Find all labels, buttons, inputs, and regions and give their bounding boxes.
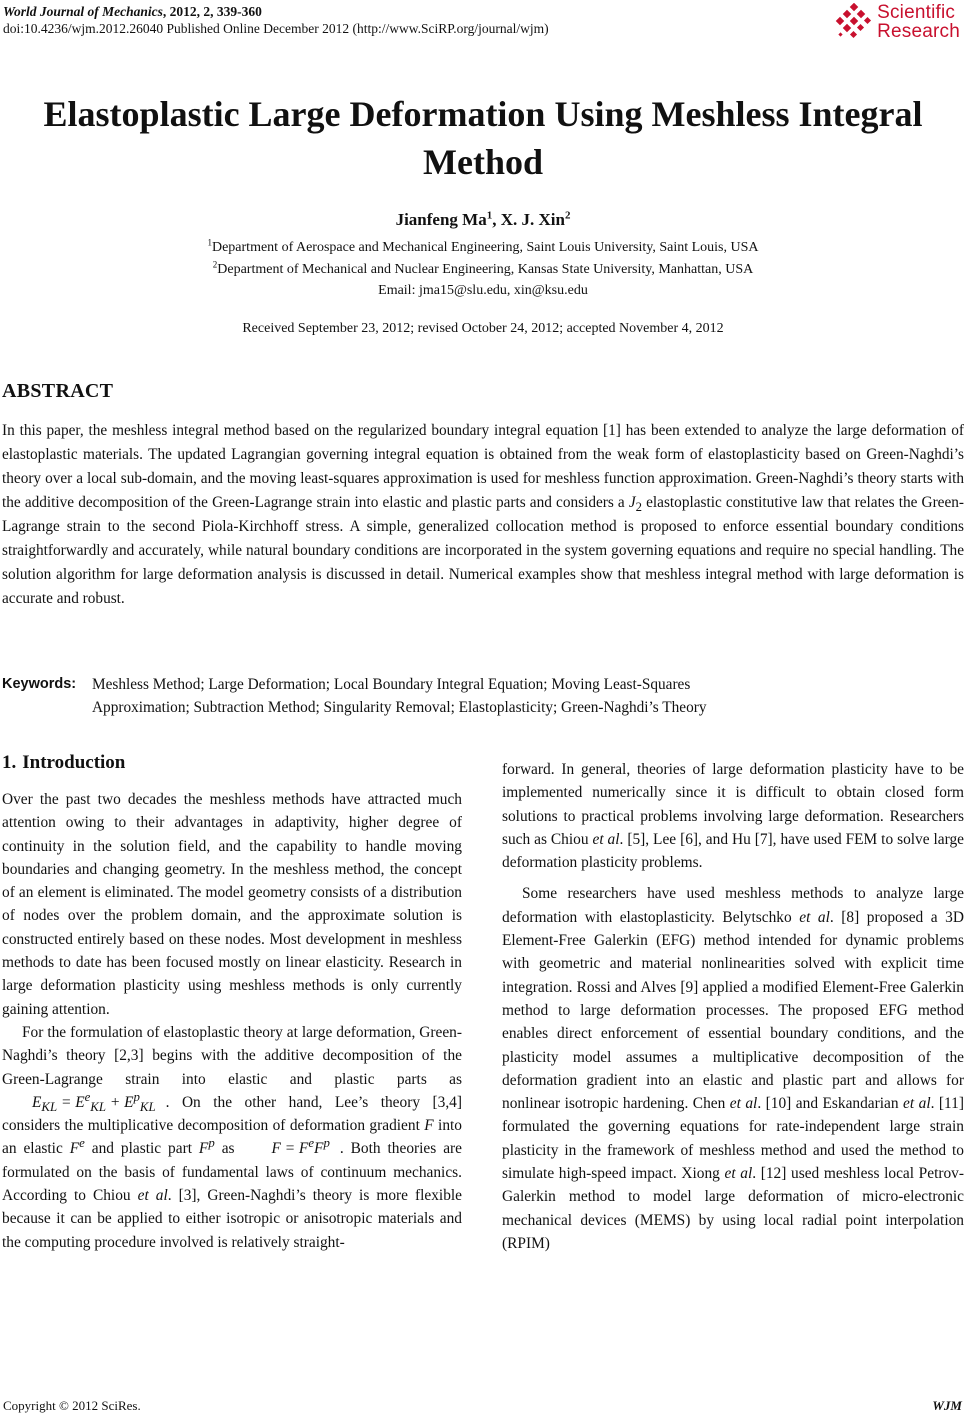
received-dates: Received September 23, 2012; revised October 24, 2012; accepted November 4, 2012 (242, 321, 724, 336)
citation-etal: et al (592, 830, 620, 848)
affiliation (0, 237, 966, 256)
math-symbol: J (628, 494, 636, 511)
section-number: 1. (2, 752, 17, 773)
journal-header (3, 3, 549, 37)
scirp-logo-icon (835, 3, 873, 41)
paragraph-text: . [12] used meshless local Petrov-Galerkin method to model large deformation of micro-electronic mechanical devices (MEMS) by using local radial point interpolation (RPIM) (502, 1165, 964, 1252)
paragraph-text: . [3], Green-Naghdi’s theory is more flexible because it can be applied to either isotropic or anisotropic materials and the computing procedure involved is relatively straight- (2, 1187, 462, 1251)
equation-inline: $E_{KL} = E^e_{KL} + E^p_{KL}$ (32, 1089, 156, 1114)
author-list (0, 210, 966, 230)
section-title: Introduction (22, 752, 126, 773)
doi-line: doi:10.4236/wjm.2012.26040 Published Online December 2012 (http://www.SciRP.org/journal/wjm) (3, 21, 549, 36)
keywords-line: Meshless Method; Large Deformation; Local Boundary Integral Equation; Moving Least-Squares (92, 676, 691, 693)
paragraph-text: . [11] formulated the governing equations for rate-independent large strain plasticity in the framework of meshless method and used the method to simulate high-speed impact. Xiong (502, 1095, 965, 1183)
math-symbol: F (424, 1117, 434, 1135)
equation-inline: $F = F^eF^p$ (271, 1136, 330, 1158)
affiliation-marker: 1 (207, 237, 212, 248)
paragraph-text: . [5], Lee [6], and Hu [7], have used FEM to solve large deformation plasticity problems. (502, 830, 965, 872)
math-symbol: $F^p$ (198, 1136, 215, 1158)
body-column-left (2, 788, 462, 1254)
section-heading (2, 752, 125, 774)
citation-etal: et al (903, 1095, 931, 1113)
paragraph-text: . On the other hand, Lee’s theory [3,4] considers the multiplicative decomposition of deformation gradient (2, 1093, 462, 1135)
author-name: Jianfeng Ma (395, 210, 487, 229)
paragraph-text: forward. In general, theories of large deformation plasticity have to be implemented numerically since it is difficult to obtain closed form solutions to practical problems involving large deformation. Researchers such as Chiou (502, 761, 964, 848)
abstract-text-part: elastoplastic constitutive law that relates the Green-Lagrange strain to the second Piola-Kirchhoff stress. A simple, generalized collocation method is proposed to enforce essential boundary conditions straightforwardly and accurately, while natural boundary conditions are incorporated in the system governing equations and require no special handling. The solution algorithm for large deformation analysis is discussed in detail. Numerical examples show that meshless integral method with large deformation is accurate and robust. (2, 494, 964, 607)
paragraph-text: . Both theories are formulated on the basis of fundamental laws of continuum mechanics. According to Chiou (2, 1140, 462, 1205)
author-separator: , (492, 210, 501, 229)
paper-title (0, 90, 966, 186)
journal-name: World Journal of Mechanics (3, 4, 163, 19)
paragraph-text: as (214, 1140, 242, 1158)
paragraph-text: and plastic part (84, 1140, 199, 1158)
journal-abbreviation: WJM (932, 1398, 962, 1413)
logo-wordmark (877, 3, 960, 41)
author-email: Email: jma15@slu.edu, xin@ksu.edu (378, 283, 588, 298)
paragraph-text: Some researchers have used meshless methods to analyze large deformation with elastoplasticity. Belytschko (502, 885, 964, 926)
paper-title-line1: Elastoplastic Large Deformation Using Meshless Integral (43, 94, 923, 134)
abstract-text-part: In this paper, the meshless integral method based on the regularized boundary integral equation [1] has been extended to analyze the large deformation of elastoplastic materials. The updated Lagrangian governing integral equation is obtained from the weak form of elastoplasticity based on Green-Naghdi’s theory over a local sub-domain, and the moving least-squares approximation is used for meshless function approximation. Green-Naghdi’s theory starts with the additive decomposition of the Green-Lagrange strain into elastic and plastic parts and considers a (2, 422, 964, 511)
paper-title-line2: Method (423, 142, 543, 182)
abstract-text (2, 419, 964, 611)
author-affil-marker: 1 (486, 209, 493, 222)
paragraph (502, 758, 964, 874)
citation-etal: et al (137, 1187, 168, 1205)
affiliation-text: Department of Aerospace and Mechanical Engineering, Saint Louis University, Saint Louis, USA (211, 240, 759, 255)
paragraph (502, 882, 964, 1255)
logo-line2: Research (877, 21, 960, 42)
body-column-right (502, 758, 964, 1255)
abstract-heading: ABSTRACT (2, 380, 114, 402)
logo-line1: Scientific (877, 2, 956, 23)
paragraph-text: . [8] proposed a 3D Element-Free Galerkin (EFG) method intended for dynamic problems with geometric and material nonlinearities solved with explicit time integration. Rossi and Alves [9] applied a modified Element-Free Galerkin method to large deformation processes. The proposed EFG method enables direct enforcement of essential boundary conditions, and the plasticity model assumes a multiplicative decomposition of the deformation gradient into an elastic and plastic part and allows for nonlinear isotropic hardening. Chen (502, 908, 964, 1113)
math-subscript: 2 (635, 500, 643, 515)
keywords-line: Approximation; Subtraction Method; Singularity Removal; Elastoplasticity; Green-Naghdi’s Theory (92, 699, 707, 716)
math-symbol: $F^e$ (69, 1136, 85, 1158)
journal-volume: , 2012, 2, 339-360 (162, 4, 262, 19)
journal-citation (3, 3, 549, 20)
copyright-notice: Copyright © 2012 SciRes. (3, 1398, 141, 1413)
citation-etal: et al (724, 1165, 753, 1183)
citation-etal: et al (729, 1095, 758, 1113)
affiliation-marker: 2 (212, 259, 218, 270)
paragraph-text: . [10] and Eskandarian (757, 1095, 904, 1113)
paragraph: Over the past two decades the meshless methods have attracted much attention owing to their advantages in adaptivity, higher degree of continuity in the solution field, and the capability to handle moving boundaries and changing geometry. In the meshless method, the concept of an element is eliminated. The model geometry consists of a distribution of nodes over the problem domain, and the approximate solution is constructed entirely based on these nodes. Most development in meshless methods to date has been focused mostly on linear elasticity. Research in large deformation plasticity using meshless methods is only currently gaining attention. (2, 791, 462, 1018)
keywords-label: Keywords: (2, 676, 77, 692)
citation-etal: et al (799, 908, 830, 926)
paragraph-text: into an elastic (2, 1117, 462, 1158)
author-name: X. J. Xin (500, 210, 565, 229)
paragraph-text: For the formulation of elastoplastic theory at large deformation, Green-Naghdi’s theory [2,3] begins with the additive decomposition of the Green-Lagrange strain into elastic and plastic parts as (2, 1023, 462, 1088)
paragraph (2, 1021, 462, 1254)
affiliation (0, 259, 966, 278)
affiliation-text: Department of Mechanical and Nuclear Engineering, Kansas State University, Manhattan, USA (217, 262, 754, 277)
publisher-logo (835, 2, 960, 42)
author-affil-marker: 2 (564, 209, 571, 222)
